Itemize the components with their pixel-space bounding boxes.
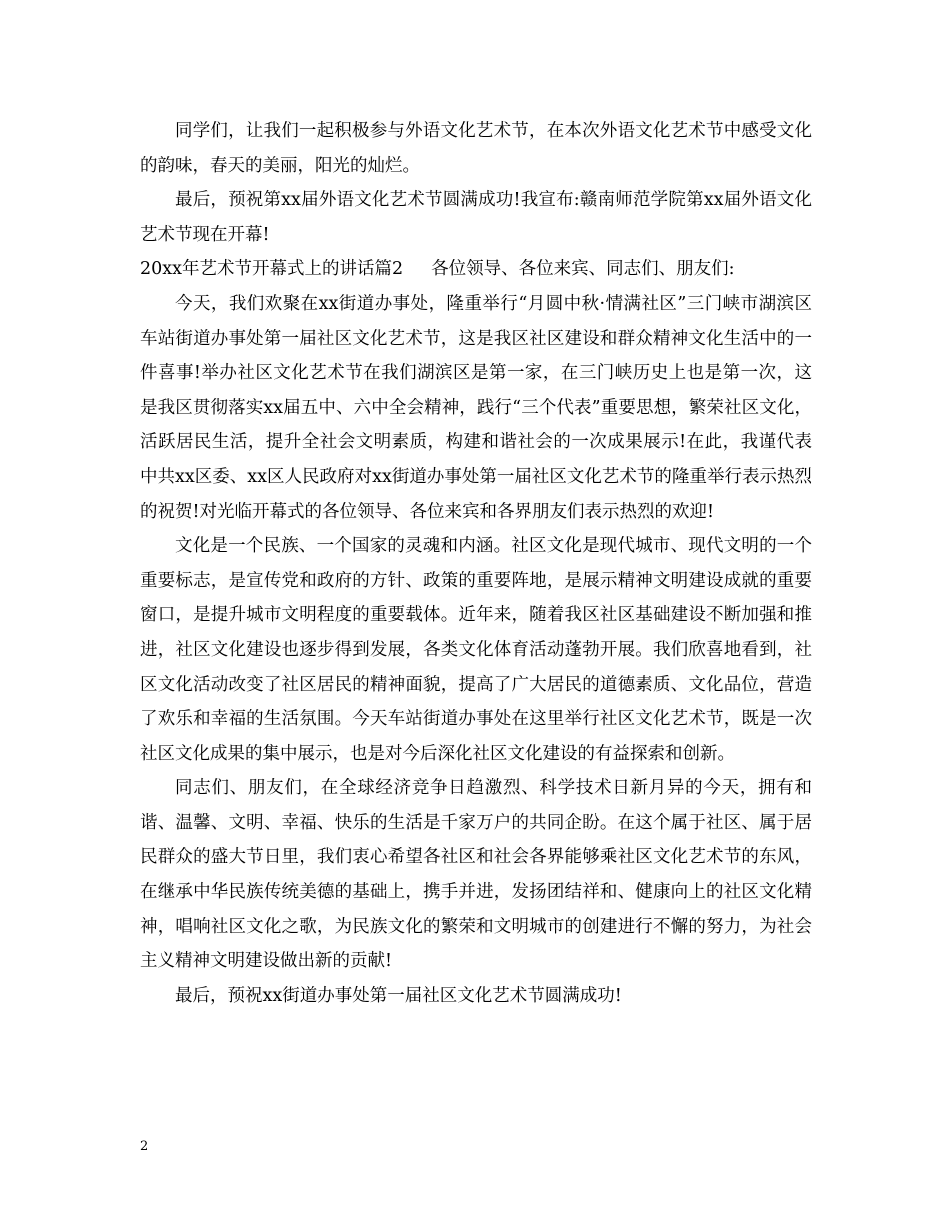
paragraph: 同志们、朋友们，在全球经济竞争日趋激烈、科学技术日新月异的今天，拥有和谐、温馨、文明、幸福、快乐的生活是千家万户的共同企盼。在这个属于社区、属于居民群众的盛大节日里，我们衷心希望各社区和社会各界能够乘社区文化艺术节的东风，在继承中华民族传统美德的基础上，携手并进，发扬团结祥和、健康向上的社区文化精神，唱响社区文化之歌，为民族文化的繁荣和文明城市的创建进行不懈的努力，为社会主义精神文明建设做出新的贡献! <box>140 778 812 972</box>
paragraph: 最后，预祝第xx届外语文化艺术节圆满成功!我宣布:赣南师范学院第xx届外语文化艺术节现在开幕! <box>140 190 812 245</box>
section-heading-line <box>140 252 812 287</box>
paragraph: 最后，预祝xx街道办事处第一届社区文化艺术节圆满成功! <box>175 985 622 1006</box>
document-body <box>140 114 812 1013</box>
paragraph: 文化是一个民族、一个国家的灵魂和内涵。社区文化是现代城市、现代文明的一个重要标志，是宣传党和政府的方针、政策的重要阵地，是展示精神文明建设成就的重要窗口，是提升城市文明程度的重要载体。近年来，随着我区社区基础建设不断加强和推进，社区文化建设也逐步得到发展，各类文化体育活动蓬勃开展。我们欣喜地看到，社区文化活动改变了社区居民的精神面貌，提高了广大居民的道德素质、文化品位，营造了欢乐和幸福的生活氛围。今天车站街道办事处在这里举行社区文化艺术节，既是一次社区文化成果的集中展示，也是对今后深化社区文化建设的有益探索和创新。 <box>140 536 812 764</box>
page-number: 2 <box>140 1139 149 1154</box>
section-heading: 20xx年艺术节开幕式上的讲话篇2 <box>140 259 404 280</box>
paragraph: 同学们，让我们一起积极参与外语文化艺术节，在本次外语文化艺术节中感受文化的韵味，春天的美丽，阳光的灿烂。 <box>140 121 812 176</box>
salutation: 各位领导、各位来宾、同志们、朋友们: <box>431 259 735 280</box>
paragraph: 今天，我们欢聚在xx街道办事处，隆重举行“月圆中秋·情满社区”三门峡市湖滨区车站街道办事处第一届社区文化艺术节，这是我区社区建设和群众精神文化生活中的一件喜事!举办社区文化艺术节在我们湖滨区是第一家，在三门峡历史上也是第一次，这是我区贯彻落实xx届五中、六中全会精神，践行“三个代表”重要思想，繁荣社区文化，活跃居民生活，提升全社会文明素质，构建和谐社会的一次成果展示!在此，我谨代表中共xx区委、xx区人民政府对xx街道办事处第一届社区文化艺术节的隆重举行表示热烈的祝贺!对光临开幕式的各位领导、各位来宾和各界朋友们表示热烈的欢迎! <box>140 293 812 522</box>
